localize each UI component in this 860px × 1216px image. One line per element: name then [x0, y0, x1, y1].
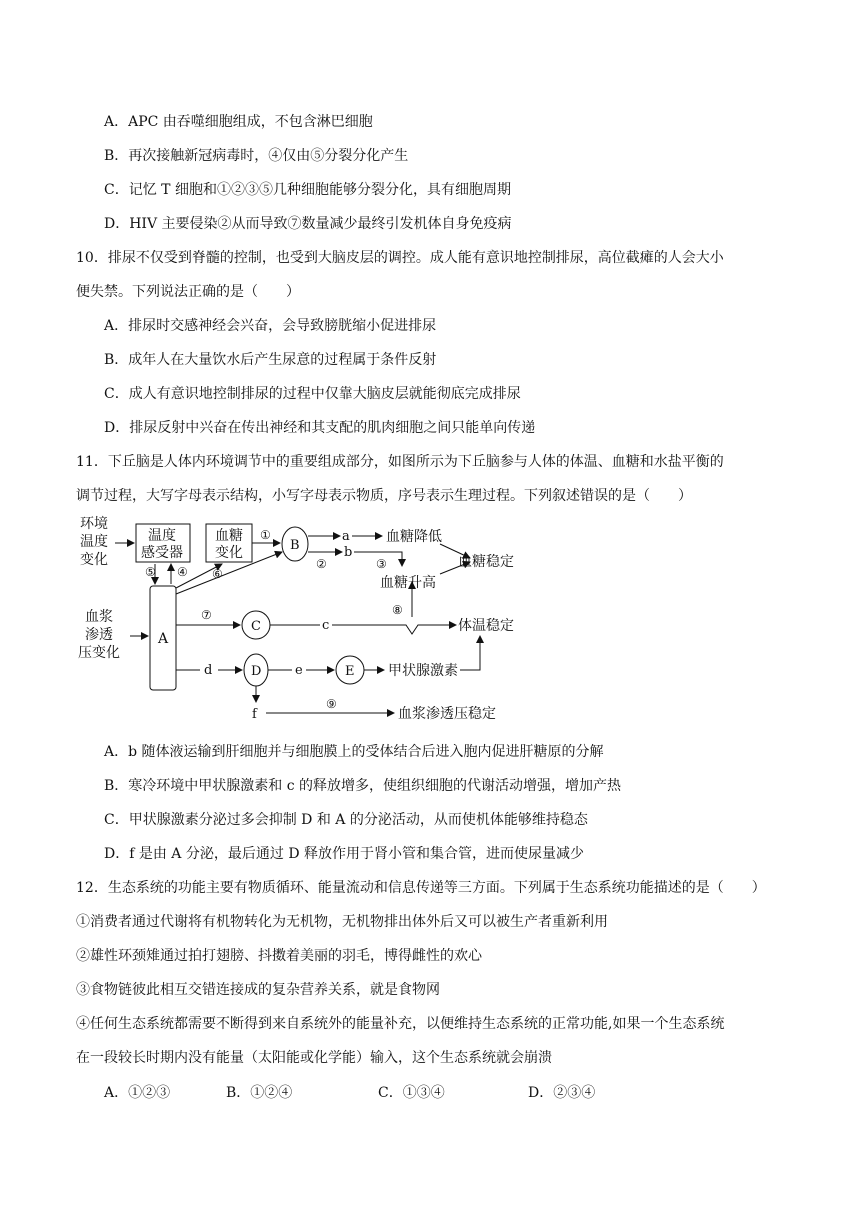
step-7: ⑦ — [201, 608, 212, 622]
q10-option-a: A．排尿时交感神经会兴奋，会导致膀胱缩小促进排尿 — [104, 318, 437, 334]
env-temp-label-1: 环境 — [80, 516, 108, 532]
thermoreceptor-label-2: 感受器 — [141, 545, 183, 561]
q11-stem-line1: 11．下丘脑是人体内环境调节中的重要组成部分，如图所示为下丘脑参与人体的体温、血糖和水盐平衡的 — [76, 454, 724, 470]
q12-item-4: ④任何生态系统都需要不断得到来自系统外的能量补充，以便维持生态系统的正常功能,如果一个生态系统 — [76, 1016, 725, 1032]
q10-option-b: B．成年人在大量饮水后产生尿意的过程属于条件反射 — [104, 352, 437, 368]
node-c-label: C — [251, 619, 261, 634]
hypothalamus-regulation-diagram — [70, 512, 540, 727]
substance-d: d — [204, 663, 213, 678]
step-4: ④ — [177, 565, 188, 579]
step-2: ② — [316, 557, 327, 571]
q9-option-b: B．再次接触新冠病毒时，④仅由⑤分裂分化产生 — [104, 148, 409, 164]
step-9: ⑨ — [326, 697, 337, 711]
q11-option-a: A．b 随体液运输到肝细胞并与细胞膜上的受体结合后进入胞内促进肝糖原的分解 — [104, 744, 604, 760]
q10-stem-line2: 便失禁。下列说法正确的是（ ） — [76, 284, 300, 300]
plasma-osm-label-2: 渗透 — [85, 627, 113, 643]
substance-b: b — [344, 545, 353, 560]
step-5: ⑤ — [145, 565, 156, 579]
q9-option-a: A．APC 由吞噬细胞组成，不包含淋巴细胞 — [104, 114, 373, 130]
glucose-down-label: 血糖降低 — [386, 529, 442, 545]
q12-stem: 12．生态系统的功能主要有物质循环、能量流动和信息传递等三方面。下列属于生态系统功能描述的是（ ） — [76, 880, 766, 896]
node-a-label: A — [158, 631, 169, 647]
substance-c: c — [322, 618, 330, 633]
step-6: ⑥ — [212, 567, 223, 581]
plasma-osm-label-3: 压变化 — [78, 645, 120, 661]
temp-stable-label: 体温稳定 — [458, 618, 514, 634]
step-3: ③ — [376, 557, 387, 571]
plasma-osm-label-1: 血浆 — [85, 609, 113, 625]
q12-item-2: ②雄性环颈雉通过拍打翅膀、抖擞着美丽的羽毛，博得雌性的欢心 — [76, 948, 482, 964]
q9-option-d: D．HIV 主要侵染②从而导致⑦数量减少最终引发机体自身免疫病 — [104, 216, 512, 232]
q12-item-1: ①消费者通过代谢将有机物转化为无机物，无机物排出体外后又可以被生产者重新利用 — [76, 914, 608, 930]
q12-option-c: C．①③④ — [378, 1085, 445, 1101]
q11-option-d: D．f 是由 A 分泌，最后通过 D 释放作用于肾小管和集合管，进而使尿量减少 — [104, 846, 584, 862]
q9-option-c: C．记忆 T 细胞和①②③⑤几种细胞能够分裂分化，具有细胞周期 — [104, 182, 511, 198]
q10-option-c: C．成人有意识地控制排尿的过程中仅靠大脑皮层就能彻底完成排尿 — [104, 386, 521, 402]
q10-option-d: D．排尿反射中兴奋在传出神经和其支配的肌肉细胞之间只能单向传递 — [104, 420, 536, 436]
substance-a: a — [342, 529, 350, 544]
env-temp-label-2: 温度 — [80, 534, 108, 550]
q11-option-c: C．甲状腺激素分泌过多会抑制 D 和 A 的分泌活动，从而使机体能够维持稳态 — [104, 812, 588, 828]
step-1: ① — [260, 528, 271, 542]
step-8: ⑧ — [392, 603, 403, 617]
substance-f: f — [252, 707, 257, 722]
thermoreceptor-label-1: 温度 — [148, 528, 176, 544]
substance-e: e — [295, 663, 303, 678]
q12-option-b: B．①②④ — [226, 1085, 293, 1101]
thyroid-hormone-label: 甲状腺激素 — [388, 663, 458, 679]
env-temp-label-3: 变化 — [80, 552, 108, 568]
node-d-label: D — [251, 664, 262, 679]
node-b-label: B — [290, 538, 300, 553]
node-e-label: E — [345, 664, 355, 679]
q11-stem-line2: 调节过程，大写字母表示结构，小写字母表示物质，序号表示生理过程。下列叙述错误的是（ ） — [76, 488, 692, 504]
q10-stem-line1: 10．排尿不仅受到脊髓的控制，也受到大脑皮层的调控。成人能有意识地控制排尿，高位截瘫的人会大小 — [76, 250, 724, 266]
glucose-change-label-2: 变化 — [215, 545, 243, 561]
q12-option-d: D．②③④ — [528, 1085, 596, 1101]
q11-option-b: B．寒冷环境中甲状腺激素和 c 的释放增多，使组织细胞的代谢活动增强，增加产热 — [104, 778, 622, 794]
glucose-change-label-1: 血糖 — [215, 528, 243, 544]
q12-item-4-cont: 在一段较长时期内没有能量（太阳能或化学能）输入，这个生态系统就会崩溃 — [76, 1050, 552, 1066]
q12-item-3: ③食物链彼此相互交错连接成的复杂营养关系，就是食物网 — [76, 982, 440, 998]
q12-option-a: A．①②③ — [104, 1085, 171, 1101]
osm-stable-label: 血浆渗透压稳定 — [398, 706, 496, 722]
glucose-up-label: 血糖升高 — [380, 575, 436, 591]
glucose-stable-label: 血糖稳定 — [458, 554, 514, 570]
